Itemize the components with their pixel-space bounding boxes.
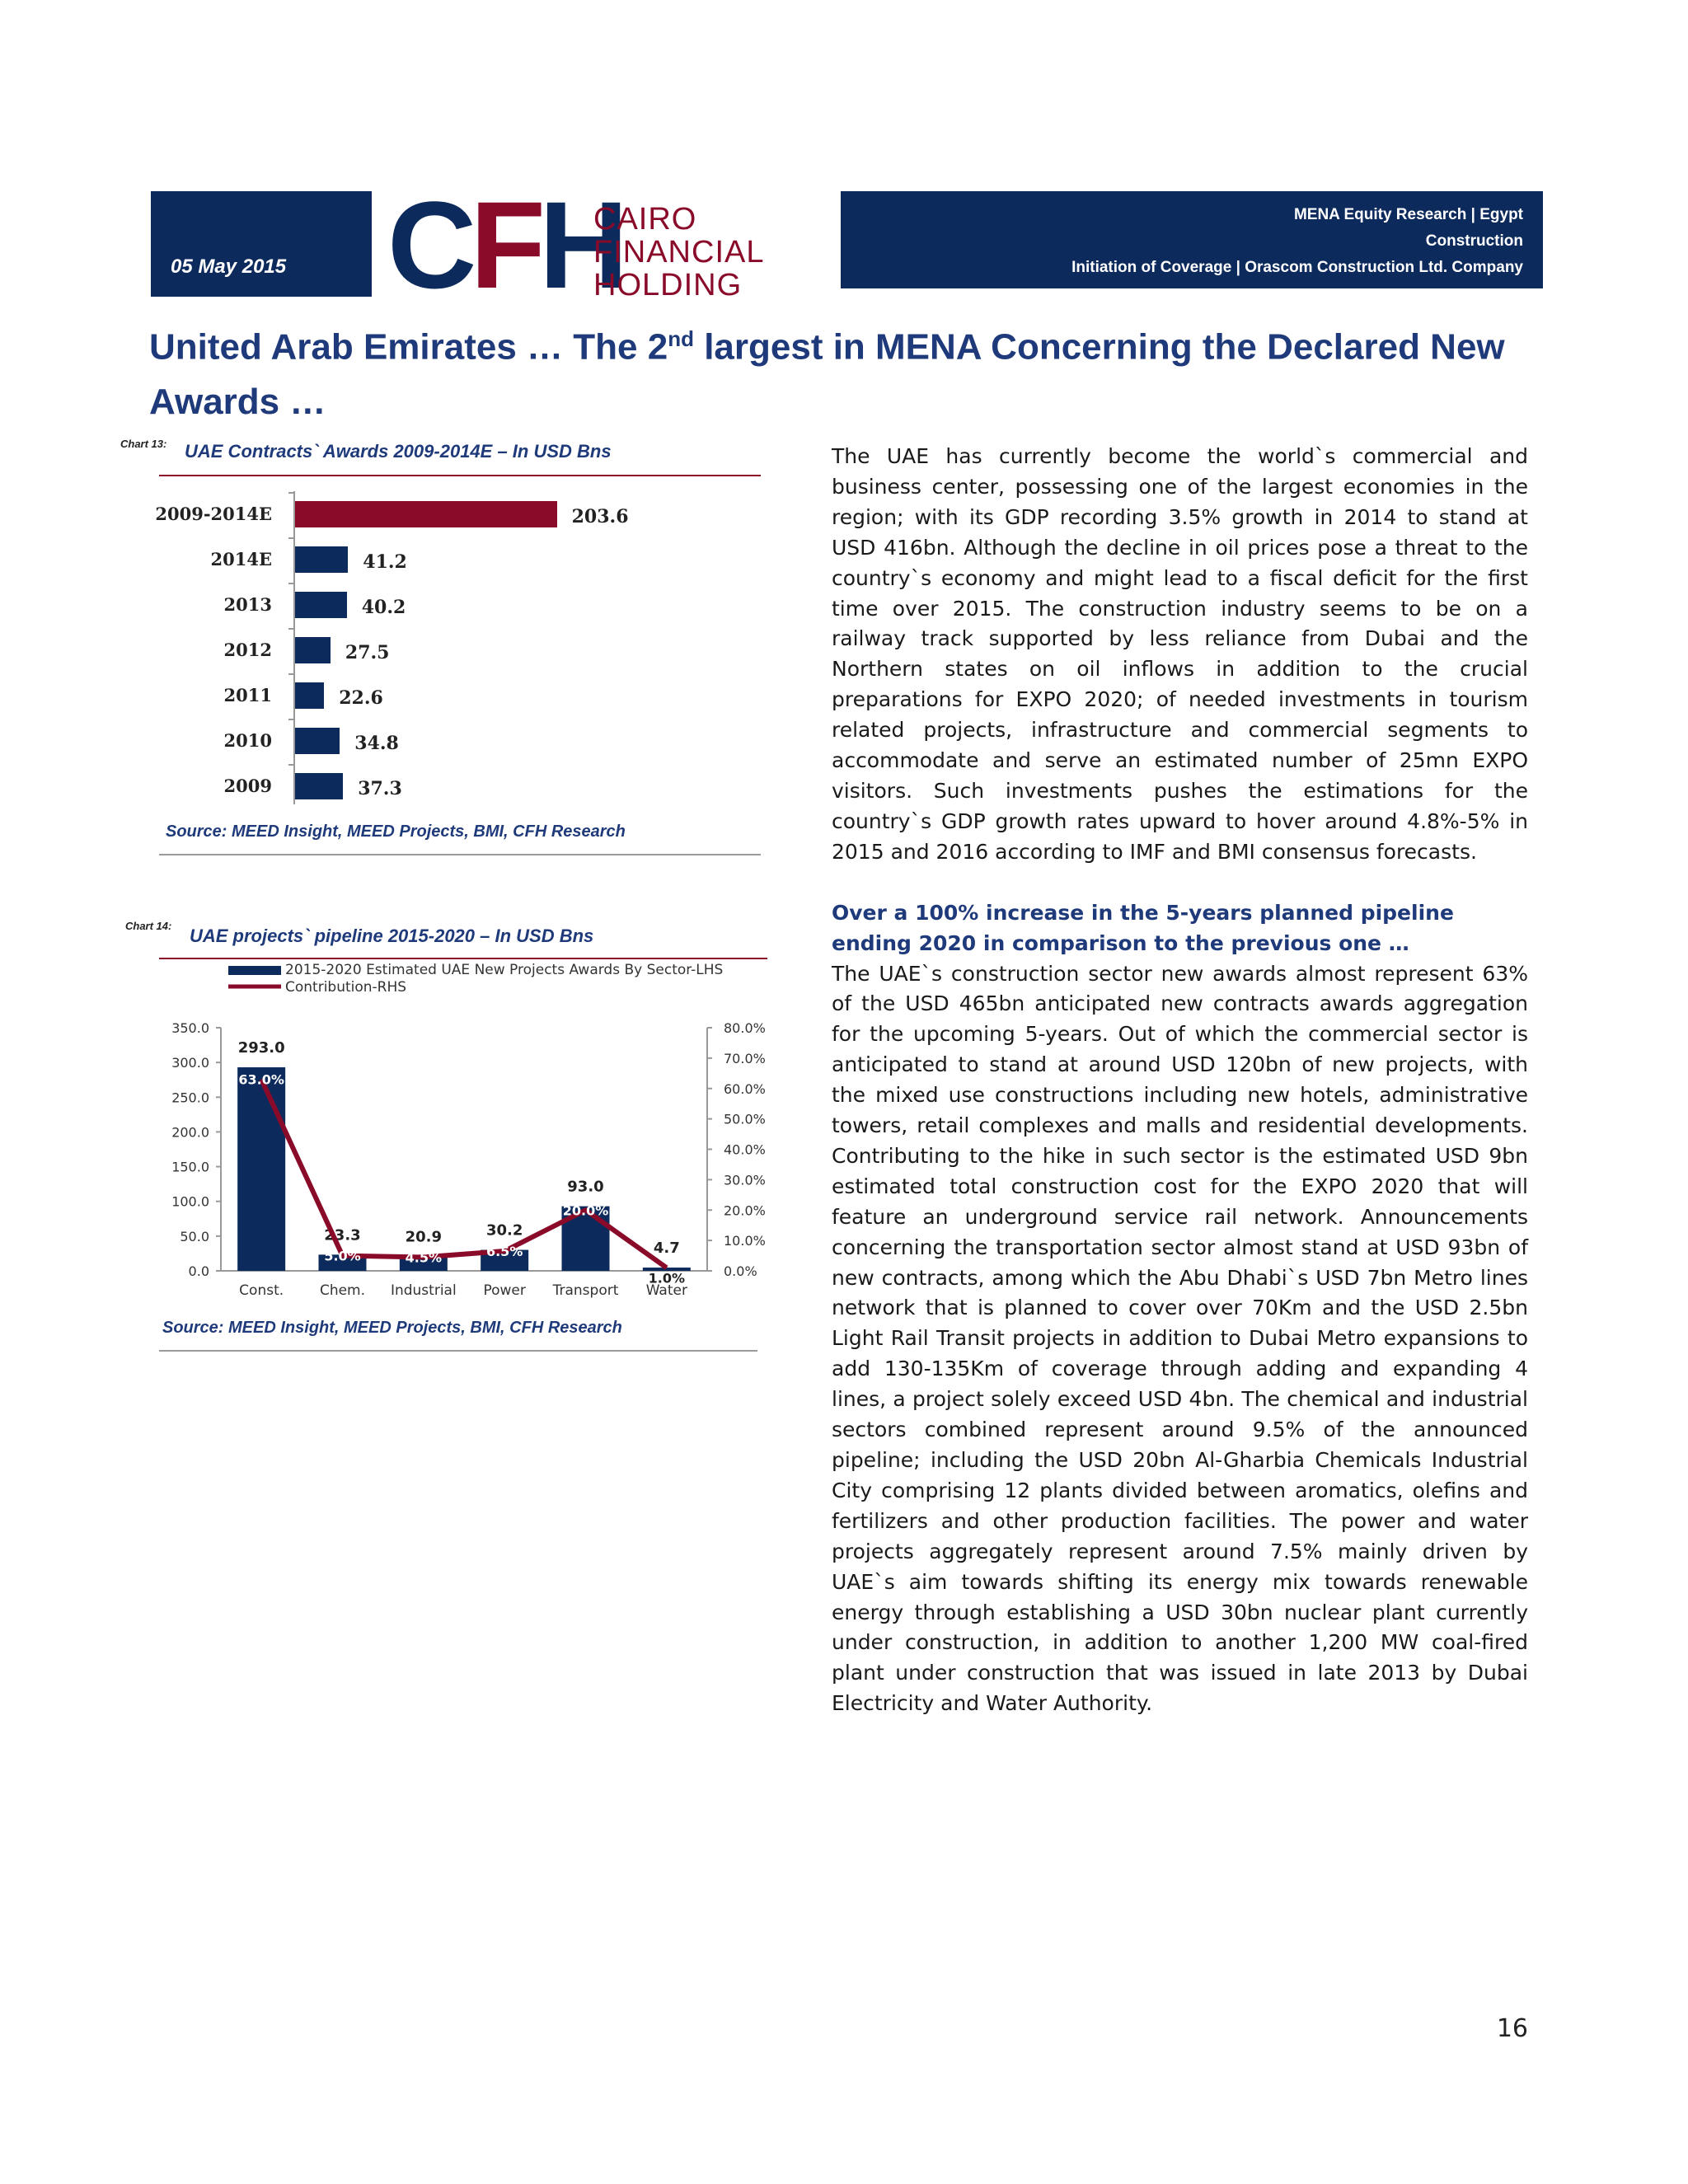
title-part-2: largest in MENA Concerning the Declared New Awards … — [149, 326, 1505, 422]
chart13-bar — [295, 546, 348, 573]
paragraph-2: The UAE`s construction sector new awards almost represent 63% of the USD 465bn anticipated new contracts awards aggregation for the upcoming 5-years. Out of which the commercial sector is anticipated to stand at around USD 120bn of new projects, with the mixed use constructions including new hotels, administrative towers, retail complexes and malls and residential developments. Contributing to the hike in such sector is the estimated USD 9bn estimated total construction cost for the EXPO 2020 that will feature an underground service rail network. Announcements concerning the transportation sector almost stand at USD 93bn of new contracts, among which the Abu Dhabi`s USD 7bn Metro lines network that is planned to cover over 70Km and the USD 2.5bn Light Rail Transit projects in addition to Dubai Metro expansions to add 130-135Km of coverage through adding and expanding 4 lines, a project solely exceed USD 4bn. The chemical and industrial sectors combined represent around 9.5% of the announced pipeline; including the USD 20bn Al-Gharbia Chemicals Industrial City comprising 12 plants divided between aromatics, olefins and fertilizers and other production facilities. The power and water projects aggregately represent around 7.5% mainly driven by UAE`s aim towards shifting its energy mix towards renewable energy through establishing a USD 30bn nuclear plant currently under construction, in addition to another 1,200 MW coal-fired plant under construction that was issued in late 2013 by Dubai Electricity and Water Authority. — [832, 961, 1528, 1716]
right-tick-label: 40.0% — [724, 1141, 766, 1158]
chart13-bar — [295, 592, 347, 618]
logo-line-1: CAIRO — [593, 202, 697, 237]
report-date: 05 May 2015 — [171, 255, 287, 278]
chart13-bar — [295, 682, 324, 709]
chart13-tick — [288, 673, 295, 675]
chart13-bar — [295, 728, 340, 754]
chart14-bar-value: 4.7 — [653, 1240, 680, 1258]
chart13-value-label: 34.8 — [354, 733, 399, 754]
right-tick-label: 70.0% — [724, 1050, 766, 1066]
chart14-bar-value: 93.0 — [567, 1178, 604, 1196]
chart13-tag: Chart 13: — [120, 438, 167, 450]
left-tick-label: 200.0 — [171, 1124, 209, 1141]
left-tick-label: 150.0 — [171, 1159, 209, 1175]
left-tick-label: 250.0 — [171, 1090, 209, 1106]
section-subheading: Over a 100% increase in the 5-years planned pipeline ending 2020 in comparison to the previous one … — [832, 900, 1454, 955]
chart14-bar-value: 30.2 — [485, 1221, 523, 1240]
chart13-value-label: 22.6 — [339, 687, 383, 709]
header-date-block — [151, 191, 372, 297]
chart14-line-label: 63.0% — [238, 1071, 284, 1088]
left-tick-label: 0.0 — [188, 1263, 209, 1279]
chart14-line-label: 1.0% — [648, 1270, 686, 1286]
logo-line-2: FINANCIAL — [593, 235, 765, 269]
chart14-line-label: 4.5% — [405, 1249, 443, 1266]
chart13-title: UAE Contracts` Awards 2009-2014E – In USD Bns — [185, 441, 612, 462]
logo-wordmark — [593, 203, 764, 302]
left-tick-label: 100.0 — [171, 1193, 209, 1210]
chart14-bottom-rule — [159, 1350, 757, 1352]
chart14-category-label: Transport — [552, 1282, 619, 1299]
report-type: Initiation of Coverage | Orascom Construction Ltd. Company — [1071, 259, 1523, 276]
chart14-title: UAE projects` pipeline 2015-2020 – In USD Bns — [190, 926, 594, 946]
chart13-tick — [288, 537, 295, 539]
right-tick-label: 30.0% — [724, 1172, 766, 1188]
chart13-bottom-rule — [159, 854, 761, 855]
right-tick-label: 10.0% — [724, 1233, 766, 1249]
chart14-line-label: 6.5% — [485, 1244, 523, 1260]
chart13-value-label: 27.5 — [345, 642, 390, 663]
title-part-1: United Arab Emirates … The 2 — [149, 326, 668, 368]
chart14-bar — [237, 1067, 285, 1271]
chart14 — [124, 959, 783, 1305]
legend-bar-swatch — [228, 966, 281, 975]
chart14-line-label: 20.0% — [562, 1202, 609, 1219]
page-number: 16 — [1496, 2014, 1528, 2043]
legend-bar-label: 2015-2020 Estimated UAE New Projects Awards By Sector-LHS — [285, 962, 724, 978]
chart14-bar-value: 293.0 — [237, 1039, 285, 1057]
chart14-bar-value: 23.3 — [324, 1226, 361, 1244]
chart13-bar — [295, 773, 343, 799]
chart13-category-label: 2011 — [223, 685, 272, 705]
chart13-tick — [288, 492, 295, 494]
chart14-category-label: Industrial — [390, 1282, 457, 1299]
report-series: MENA Equity Research | Egypt — [1293, 206, 1523, 223]
chart14-category-label: Chem. — [319, 1282, 366, 1299]
right-tick-label: 80.0% — [724, 1020, 766, 1036]
chart13-category-label: 2009 — [223, 776, 272, 796]
chart13-bar — [295, 637, 331, 663]
left-tick-label: 350.0 — [171, 1020, 209, 1036]
chart13-category-label: 2014E — [210, 549, 272, 569]
chart13-value-label: 37.3 — [358, 778, 402, 799]
chart13-tick — [288, 628, 295, 630]
chart13-value-label: 41.2 — [363, 551, 407, 573]
chart13 — [99, 486, 758, 816]
report-sector: Construction — [1425, 232, 1523, 250]
title-superscript: nd — [668, 326, 694, 351]
chart13-source: Source: MEED Insight, MEED Projects, BMI, CFH Research — [166, 823, 626, 841]
chart14-category-label: Water — [645, 1282, 687, 1299]
right-tick-label: 20.0% — [724, 1202, 766, 1219]
left-tick-label: 300.0 — [171, 1055, 209, 1071]
right-tick-label: 60.0% — [724, 1080, 766, 1097]
chart14-line-label: 5.0% — [324, 1248, 361, 1264]
chart13-top-rule — [159, 475, 761, 476]
chart13-value-label: 203.6 — [571, 506, 629, 527]
header-report-info — [841, 191, 1543, 288]
chart14-category-label: Const. — [239, 1282, 284, 1299]
chart13-bar — [295, 501, 557, 527]
cfh-logo — [387, 176, 767, 314]
chart13-tick — [288, 583, 295, 584]
chart13-category-label: 2010 — [223, 730, 272, 751]
right-tick-label: 0.0% — [724, 1263, 757, 1279]
article-body — [832, 442, 1528, 1719]
chart14-tag: Chart 14: — [125, 920, 172, 932]
right-tick-label: 50.0% — [724, 1111, 766, 1127]
chart14-bar-value: 20.9 — [405, 1228, 443, 1246]
chart14-source: Source: MEED Insight, MEED Projects, BMI, CFH Research — [162, 1319, 622, 1337]
chart13-category-label: 2012 — [223, 640, 272, 660]
legend-line-label: Contribution-RHS — [285, 979, 407, 996]
left-tick-label: 50.0 — [180, 1228, 209, 1244]
logo-line-3: HOLDING — [593, 268, 743, 302]
chart14-category-label: Power — [483, 1282, 526, 1299]
chart13-tick — [288, 719, 295, 720]
page-title — [149, 312, 1534, 429]
chart13-category-label: 2013 — [223, 594, 272, 615]
chart13-tick — [288, 764, 295, 766]
logo-mark: CFH — [387, 176, 622, 314]
chart13-value-label: 40.2 — [361, 597, 406, 618]
chart13-category-label: 2009-2014E — [155, 504, 272, 524]
paragraph-1: The UAE has currently become the world`s commercial and business center, possessing one of the largest economies in the region; with its GDP recording 3.5% growth in 2014 to stand at USD 416bn. Although the decline in oil prices pose a threat to the country`s economy and might lead to a fiscal deficit for the first time over 2015. The construction industry seems to be on a railway track supported by less reliance from Dubai and the Northern states on oil inflows in addition to the crucial preparations for EXPO 2020; of needed investments in tourism related projects, infrastructure and commercial segments to accommodate and serve an estimated number of 25mn EXPO visitors. Such investments pushes the estimations for the country`s GDP growth rates upward to hover around 4.8%-5% in 2015 and 2016 according to IMF and BMI consensus forecasts. — [832, 444, 1528, 864]
